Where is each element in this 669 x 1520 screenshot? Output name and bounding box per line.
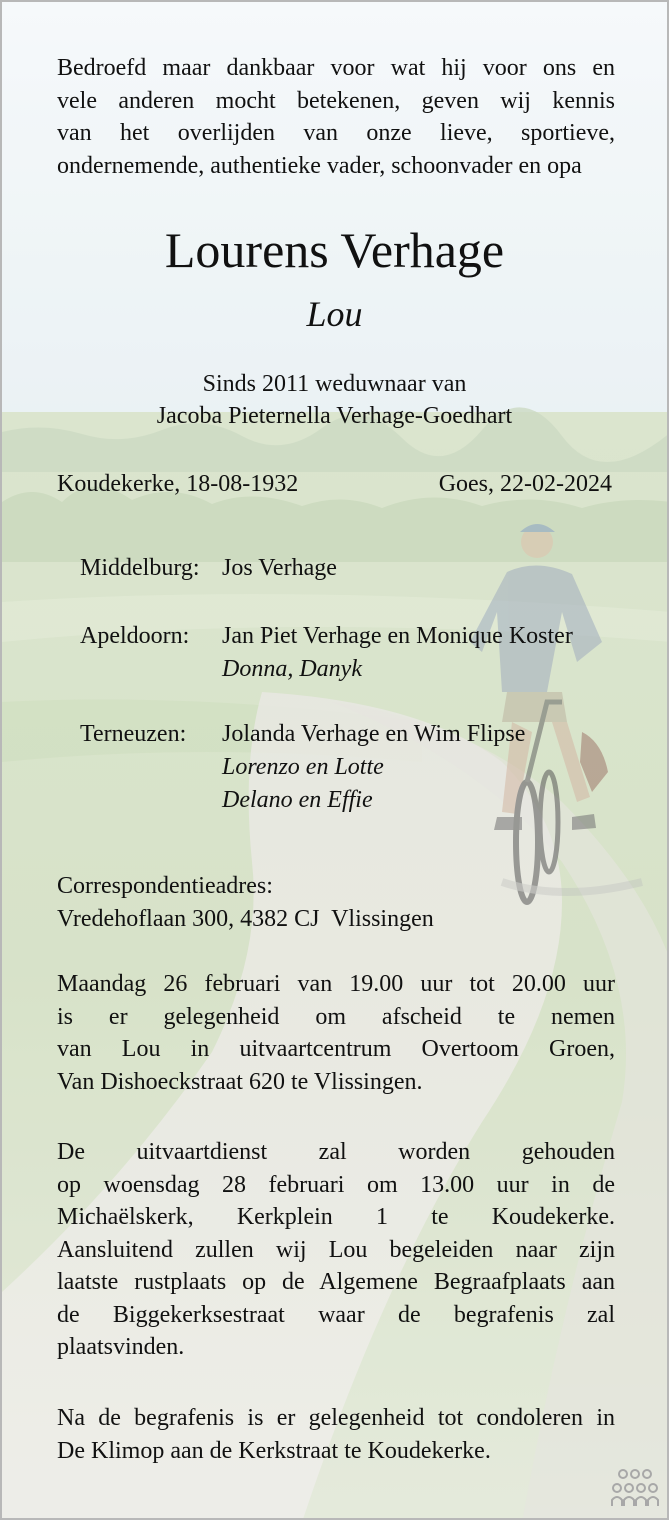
family-members: Jan Piet Verhage en Monique Koster: [222, 623, 573, 649]
visitation-paragraph: [57, 968, 615, 1098]
condolence-paragraph: [57, 1402, 615, 1467]
visitation-line: Maandag 26 februari van 19.00 uur tot 20.00 uur: [57, 971, 615, 997]
family-entry: [80, 620, 573, 686]
visitation-line: is er gelegenheid om afscheid te nemen: [57, 1003, 615, 1030]
intro-line: van het overlijden van onze lieve, sportieve,: [57, 120, 615, 146]
family-city: Middelburg:: [80, 555, 200, 581]
correspondence-block: [57, 870, 434, 935]
widower-line: Jacoba Pieternella Verhage-Goedhart: [156, 403, 513, 429]
deceased-name: Lourens Verhage: [164, 222, 505, 278]
family-entry: [80, 552, 337, 585]
family-names: [222, 718, 525, 817]
death-place-date: Goes, 22-02-2024: [438, 471, 612, 497]
service-line: Aansluitend zullen wij Lou begeleiden naar zijn: [57, 1236, 615, 1263]
intro-paragraph: [57, 52, 615, 182]
visitation-line: van Lou in uitvaartcentrum Overtoom Groen,: [57, 1036, 615, 1062]
service-line: plaatsvinden.: [57, 1334, 185, 1360]
grandchildren: Delano en Effie: [222, 787, 373, 813]
deceased-nickname: Lou: [306, 294, 363, 334]
family-members: Jolanda Verhage en Wim Flipse: [222, 721, 526, 747]
family-entry: [80, 718, 525, 817]
widower-note: [2, 368, 667, 432]
family-names: [222, 620, 573, 686]
service-line: op woensdag 28 februari om 13.00 uur in de: [57, 1171, 615, 1198]
widower-line: Sinds 2011 weduwnaar van: [202, 371, 467, 397]
visitation-line: Van Dishoeckstraat 620 te Vlissingen.: [57, 1068, 423, 1095]
service-paragraph: [57, 1136, 615, 1364]
correspondence-address: Vredehoflaan 300, 4382 CJ Vlissingen: [57, 905, 434, 932]
intro-line: Bedroefd maar dankbaar voor wat hij voor ons en: [57, 55, 615, 81]
correspondence-label: Correspondentieadres:: [57, 873, 273, 899]
condolence-line: Na de begrafenis is er gelegenheid tot condoleren in: [57, 1405, 615, 1431]
condolence-line: De Klimop aan de Kerkstraat te Koudekerke.: [57, 1437, 491, 1464]
grandchildren: Lorenzo en Lotte: [222, 754, 384, 780]
service-line: laatste rustplaats op de Algemene Begraafplaats aan: [57, 1269, 615, 1295]
family-members: Jos Verhage: [222, 555, 337, 581]
family-city: Apeldoorn:: [80, 623, 190, 649]
service-line: De uitvaartdienst zal worden gehouden: [57, 1139, 615, 1165]
family-names: [222, 552, 337, 585]
service-line: Michaëlskerk, Kerkplein 1 te Koudekerke.: [57, 1204, 615, 1230]
family-group-icon: [610, 1468, 660, 1508]
intro-line: ondernemende, authentieke vader, schoonvader en opa: [57, 152, 582, 179]
intro-line: vele anderen mocht betekenen, geven wij kennis: [57, 87, 615, 114]
family-city: Terneuzen:: [80, 721, 187, 747]
service-line: de Biggekerksestraat waar de begrafenis zal: [57, 1301, 615, 1328]
grandchildren: Donna, Danyk: [222, 656, 362, 682]
birth-place-date: Koudekerke, 18-08-1932: [57, 471, 299, 497]
